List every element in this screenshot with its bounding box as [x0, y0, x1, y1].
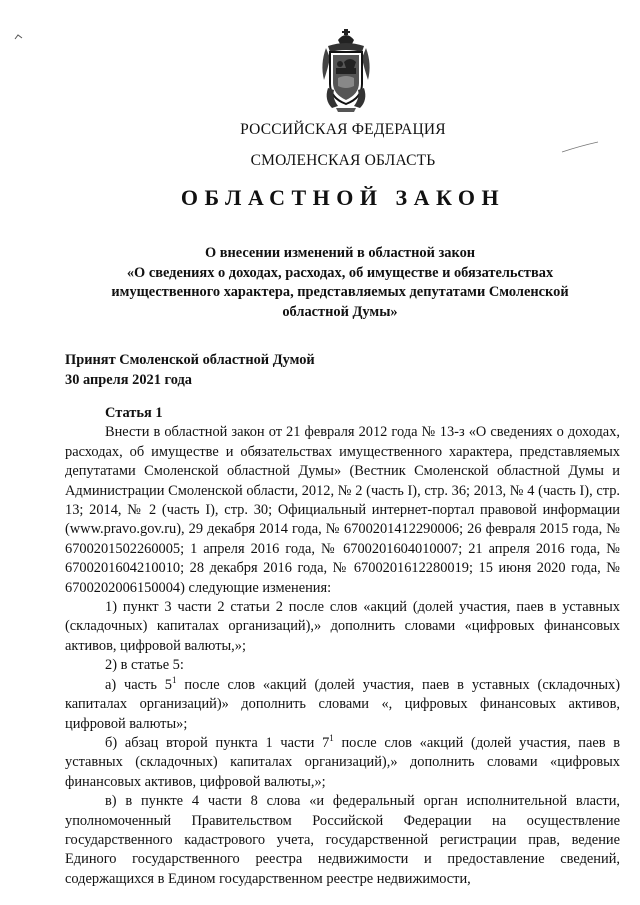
document-type-heading: ОБЛАСТНОЙ ЗАКОН — [180, 185, 506, 210]
law-title-line: имущественного характера, представляемых депутатами Смоленской — [111, 284, 569, 300]
scan-mark — [14, 33, 24, 41]
item-2b-superscript: 1 — [329, 732, 334, 743]
article-body — [65, 404, 620, 889]
coat-of-arms-icon — [318, 28, 374, 112]
amendment-item-2c: в) в пункте 4 части 8 слова «и федеральный орган исполнительной власти, уполномоченный Правительством Российской Федерации на осуществление государственного кадастрового учета, государственной регистрации прав, ведение Единого государственного реестра недвижимости и предоставление сведений, содержащихся в Едином государственном реестре недвижимости, — [65, 793, 620, 887]
region-heading: СМОЛЕНСКАЯ ОБЛАСТЬ — [250, 152, 436, 169]
adopted-date: 30 апреля 2021 года — [65, 371, 192, 388]
law-title-line: «О сведениях о доходах, расходах, об имуществе и обязательствах — [126, 264, 554, 281]
item-2a-superscript: 1 — [172, 674, 177, 685]
adoption-info — [65, 351, 315, 390]
country-heading: РОССИЙСКАЯ ФЕДЕРАЦИЯ — [240, 121, 446, 138]
law-title — [80, 244, 600, 322]
article-heading: Статья 1 — [105, 405, 163, 421]
amendment-item-2a — [65, 676, 620, 734]
adopted-by: Принят Смоленской областной Думой — [65, 352, 315, 368]
amendment-item-1: 1) пункт 3 части 2 статьи 2 после слов «акций (долей участия, паев в уставных (складочных) капиталах организаций),» дополнить словами «цифровых финансовых активов, цифровой валюты,»; — [65, 599, 620, 654]
law-title-line: О внесении изменений в областной закон — [204, 245, 476, 261]
item-2b-start: б) абзац второй пункта 1 части 7 — [105, 734, 330, 751]
article-intro-paragraph: Внести в областной закон от 21 февраля 2012 года № 13-з «О сведениях о доходах, расходах, об имуществе и обязательствах имущественного характера, представляемых депутатами Смоленской областной Думы» (Вестник Смоленской областной Думы и Администрации Смоленской области, 2012, № 2 (часть I), стр. 36; 2013, № 4 (часть I), стр. 13; 2014, № 2 (часть I), стр. 30; Официальный интернет-портал правовой информации (www.pravo.gov.ru), 29 декабря 2014 года, № 6700201412290006; 26 февраля 2015 года, № 6700201502260005; 1 апреля 2016 года, № 6700201604010007; 21 апреля 2016 года, № 6700201604210010; 28 декабря 2016 года, № 6700201612280019; 15 июня 2020 года, № 6700202006150004) следующие изменения: — [65, 424, 620, 596]
amendment-item-2b — [65, 734, 620, 792]
amendment-item-2: 2) в статье 5: — [105, 657, 184, 674]
item-2b-rest: после слов «акций (долей участия, паев в уставных (складочных) капиталах организаций),» дополнить словами «цифровых финансовых активов, цифровой валюты,»; — [65, 734, 621, 790]
law-title-line: областной Думы» — [282, 303, 398, 320]
item-2a-rest: после слов «акций (долей участия, паев в уставных (складочных) капиталах организаций)» дополнить словами «, цифровых финансовых активов, цифровой валюты»; — [65, 676, 620, 732]
item-2a-start: а) часть 5 — [105, 676, 172, 693]
